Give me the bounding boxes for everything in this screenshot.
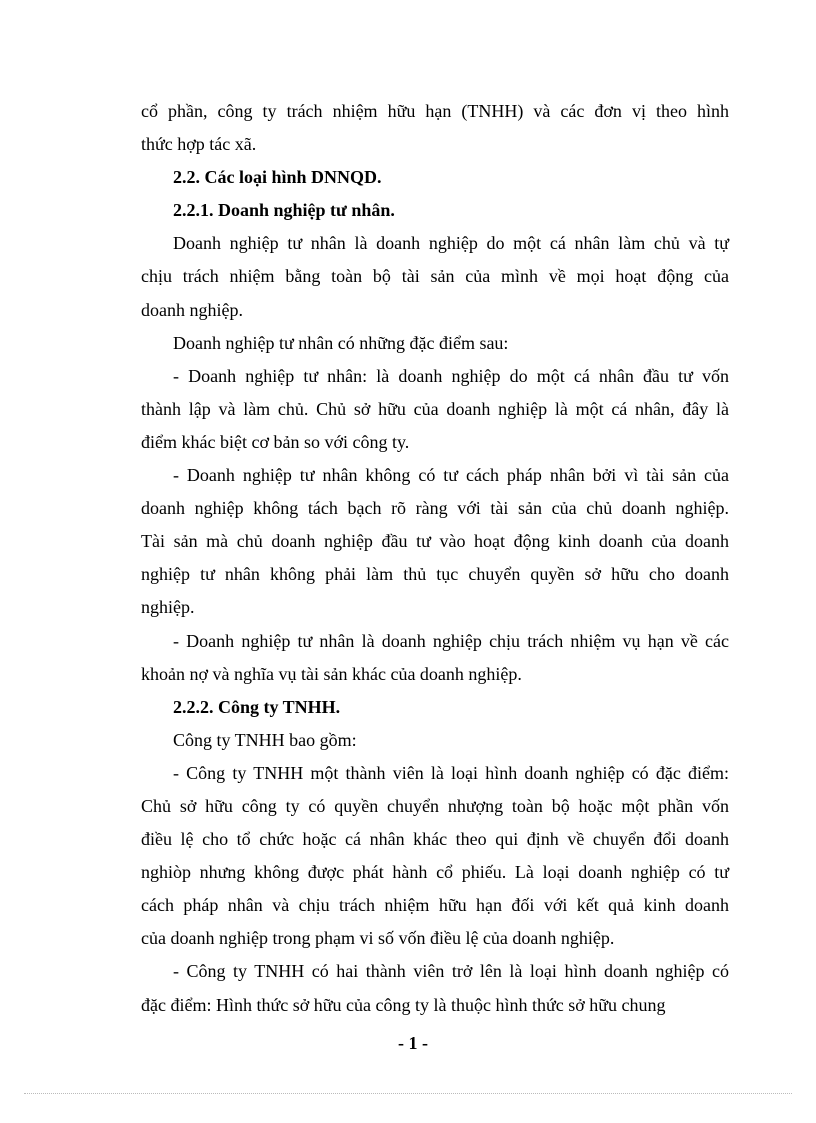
text-line: - Doanh nghiệp tư nhân không có tư cách pháp nhân bởi vì tài sản của (173, 465, 729, 486)
page-boundary-divider (24, 1093, 792, 1094)
text-line: Doanh nghiệp tư nhân có những đặc điểm sau: (173, 332, 509, 353)
text-line: 2.2.2. Công ty TNHH. (173, 696, 341, 717)
text-line: cách pháp nhân và chịu trách nhiệm hữu hạn đối với kết quả kinh doanh (141, 895, 729, 916)
text-line: - Công ty TNHH có hai thành viên trở lên là loại hình doanh nghiệp có (173, 961, 729, 982)
text-line: doanh nghiệp không tách bạch rõ ràng với tài sản của chủ doanh nghiệp. (141, 498, 729, 519)
text-line: nghiệp tư nhân không phải làm thủ tục chuyển quyền sở hữu cho doanh (141, 564, 729, 585)
text-line: 2.2. Các loại hình DNNQD. (173, 167, 382, 188)
text-line: điểm khác biệt cơ bản so với công ty. (141, 431, 410, 452)
paragraph (141, 95, 729, 161)
text-line: cổ phần, công ty trách nhiệm hữu hạn (TNHH) và các đơn vị theo hình (141, 101, 729, 121)
text-line: Doanh nghiệp tư nhân là doanh nghiệp do một cá nhân làm chủ và tự (173, 233, 729, 254)
paragraph (141, 955, 729, 1021)
paragraph (141, 227, 729, 326)
paragraph (141, 360, 729, 459)
text-line: thức hợp tác xã. (141, 134, 257, 155)
page-number: - 1 - (398, 1033, 428, 1053)
text-line: Công ty TNHH bao gồm: (173, 729, 357, 750)
section-heading (141, 691, 729, 724)
paragraph (141, 459, 729, 624)
text-line: 2.2.1. Doanh nghiệp tư nhân. (173, 200, 395, 221)
paragraph (141, 724, 729, 757)
text-line: đặc điểm: Hình thức sở hữu của công ty là thuộc hình thức sở hữu chung (141, 994, 666, 1015)
text-line: điều lệ cho tổ chức hoặc cá nhân khác theo qui định về chuyển đổi doanh (141, 829, 729, 850)
paragraph (141, 625, 729, 691)
paragraph (141, 327, 729, 360)
text-line: doanh nghiệp. (141, 299, 243, 320)
text-line: khoản nợ và nghĩa vụ tài sản khác của doanh nghiệp. (141, 663, 522, 684)
text-line: nghiệp. (141, 597, 195, 618)
text-line: thành lập và làm chủ. Chủ sở hữu của doanh nghiệp là một cá nhân, đây là (141, 398, 729, 419)
section-heading (141, 194, 729, 227)
text-line: của doanh nghiệp trong phạm vi số vốn điều lệ của doanh nghiệp. (141, 928, 615, 949)
paragraph (141, 757, 729, 956)
document-body (141, 95, 729, 1022)
text-line: Tài sản mà chủ doanh nghiệp đầu tư vào hoạt động kinh doanh của doanh (141, 531, 729, 552)
text-line: Chủ sở hữu công ty có quyền chuyển nhượng toàn bộ hoặc một phần vốn (141, 795, 729, 816)
text-line: nghiòp nhưng không được phát hành cổ phiếu. Là loại doanh nghiệp có tư (141, 862, 729, 883)
text-line: chịu trách nhiệm bằng toàn bộ tài sản của mình về mọi hoạt động của (141, 266, 729, 287)
section-heading (141, 161, 729, 194)
text-line: - Doanh nghiệp tư nhân: là doanh nghiệp do một cá nhân đầu tư vốn (173, 365, 729, 386)
text-line: - Doanh nghiệp tư nhân là doanh nghiệp chịu trách nhiệm vụ hạn về các (173, 630, 729, 651)
text-line: - Công ty TNHH một thành viên là loại hình doanh nghiệp có đặc điểm: (173, 762, 729, 783)
